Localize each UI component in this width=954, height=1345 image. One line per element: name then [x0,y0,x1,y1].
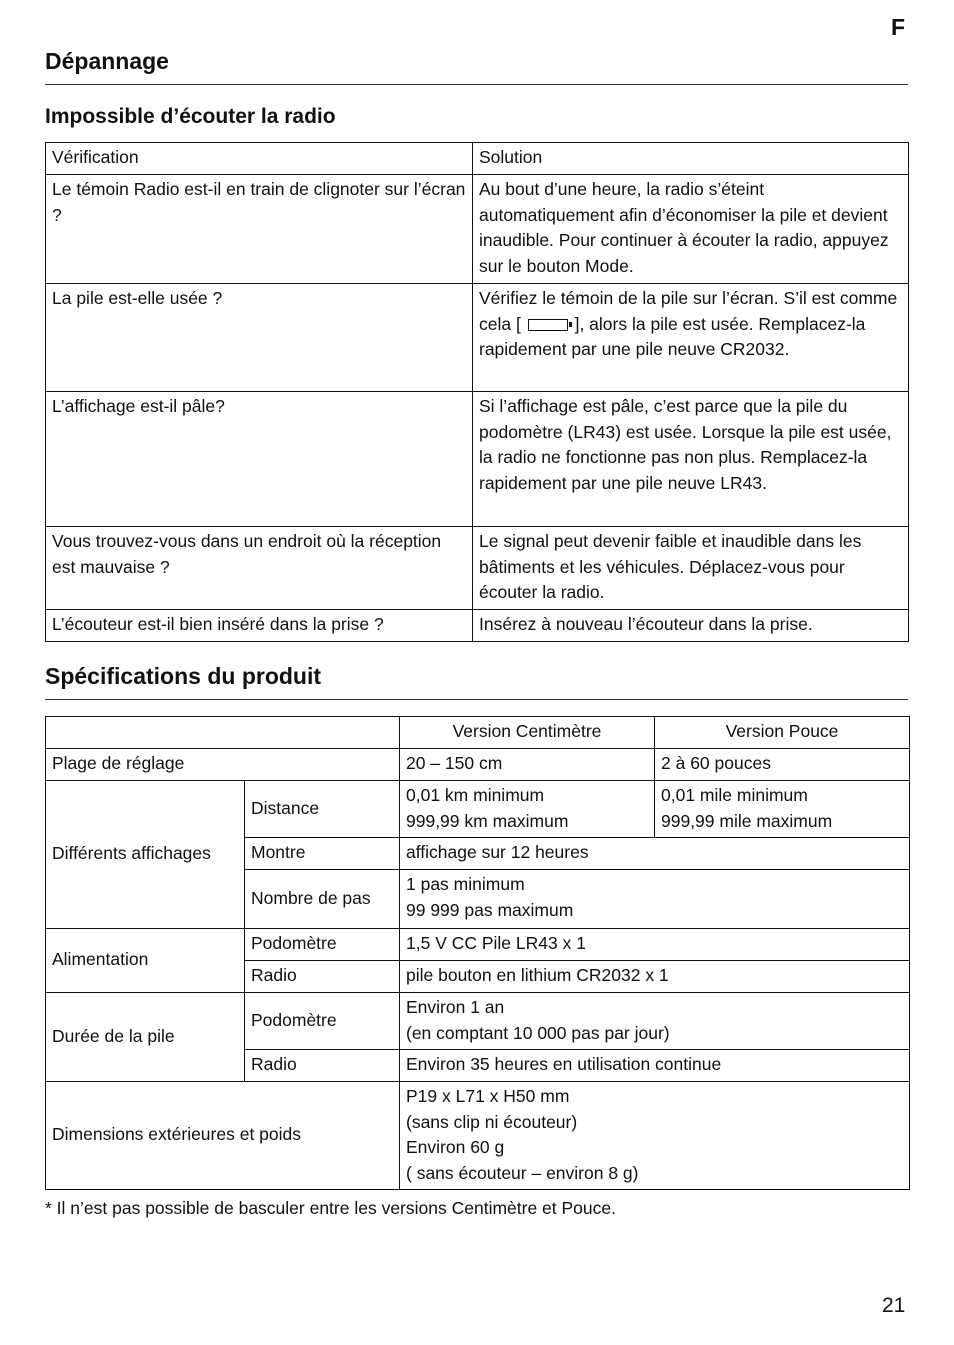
spec-sublabel: Montre [245,838,400,870]
spec-value [400,1082,910,1190]
table-row [46,284,909,392]
column-header-inch: Version Pouce [655,717,910,749]
table-row [46,749,910,781]
table-row [46,175,909,284]
spec-value [400,870,910,929]
spec-value-line: Environ 1 an [406,997,505,1017]
spec-label: Dimensions extérieures et poids [46,1082,400,1190]
table-row [46,781,910,838]
solution-cell [473,284,909,392]
solution-text-before: Vérifiez le témoin de la pile sur l’écran. S’il est comme cela [ [479,288,898,334]
spec-sublabel: Radio [245,961,400,993]
empty-battery-icon [528,319,568,331]
language-tag: F [891,14,906,40]
spec-sublabel: Distance [245,781,400,838]
section-divider [45,699,908,700]
specifications-title: Spécifications du produit [45,663,322,689]
spec-value-line: 1 pas minimum [406,874,525,894]
check-cell: L’affichage est-il pâle? [46,392,473,527]
table-row [46,527,909,610]
check-cell: L’écouteur est-il bien inséré dans la prise ? [46,610,473,642]
section-divider [45,84,908,85]
spec-value-line: (en comptant 10 000 pas par jour) [406,1022,670,1043]
solution-cell: Le signal peut devenir faible et inaudible dans les bâtiments et les véhicules. Déplacez-vous pour écouter la radio. [473,527,909,610]
solution-cell: Au bout d’une heure, la radio s’éteint automatiquement afin d’économiser la pile et devient inaudible. Pour continuer à écouter la radio, appuyez sur le bouton Mode. [473,175,909,284]
spec-value-line: 999,99 km maximum [406,810,569,831]
spec-value-cm [400,781,655,838]
spec-value-line: 999,99 mile maximum [661,810,833,831]
spec-label: Plage de réglage [46,749,400,781]
spec-group-label: Différents affichages [46,781,245,929]
specifications-table [45,716,910,1190]
check-cell: Le témoin Radio est-il en train de clignoter sur l’écran ? [46,175,473,284]
spec-sublabel: Podomètre [245,929,400,961]
spec-sublabel: Podomètre [245,993,400,1050]
check-cell: Vous trouvez-vous dans un endroit où la réception est mauvaise ? [46,527,473,610]
spec-value-line: (sans clip ni écouteur) [406,1111,578,1132]
troubleshooting-title: Dépannage [45,48,169,74]
table-row [46,392,909,527]
spec-sublabel: Nombre de pas [245,870,400,929]
spec-value-inch: 2 à 60 pouces [655,749,910,781]
spec-group-label: Durée de la pile [46,993,245,1082]
page-number: 21 [882,1294,906,1317]
spec-sublabel: Radio [245,1050,400,1082]
check-cell: La pile est-elle usée ? [46,284,473,392]
table-row [46,929,910,961]
spec-value: 1,5 V CC Pile LR43 x 1 [400,929,910,961]
solution-cell: Si l’affichage est pâle, c’est parce que la pile du podomètre (LR43) est usée. Lorsque la pile est usée, la radio ne fonctionne pas non plus. Remplacez-la rapidement par une pile neuve LR43. [473,392,909,527]
spec-value-line: 99 999 pas maximum [406,899,574,920]
spec-value-line: ( sans écouteur – environ 8 g) [406,1162,639,1183]
column-header-solution: Solution [473,143,909,175]
solution-text-after: ], alors la pile est usée. Remplacez-la rapidement par une pile neuve CR2032. [479,313,866,359]
spec-value-cm: 20 – 150 cm [400,749,655,781]
column-header-cm: Version Centimètre [400,717,655,749]
solution-cell: Insérez à nouveau l’écouteur dans la prise. [473,610,909,642]
table-row [46,610,909,642]
spec-value: affichage sur 12 heures [400,838,910,870]
footnote: * Il n’est pas possible de basculer entre les versions Centimètre et Pouce. [45,1198,616,1218]
spec-value-line: Environ 60 g [406,1137,505,1157]
table-row [46,993,910,1050]
spec-value-line: 0,01 mile minimum [661,785,808,805]
spec-value: Environ 35 heures en utilisation continue [400,1050,910,1082]
troubleshooting-subtitle: Impossible d’écouter la radio [45,105,336,128]
table-row [46,1082,910,1190]
spec-value [400,993,910,1050]
column-header-check: Vérification [46,143,473,175]
table-header-row [46,717,910,749]
table-header-row [46,143,909,175]
empty-header-cell [46,717,400,749]
spec-value-line: P19 x L71 x H50 mm [406,1086,570,1106]
troubleshooting-table [45,142,909,642]
spec-value-inch [655,781,910,838]
spec-group-label: Alimentation [46,929,245,993]
spec-value: pile bouton en lithium CR2032 x 1 [400,961,910,993]
spec-value-line: 0,01 km minimum [406,785,545,805]
